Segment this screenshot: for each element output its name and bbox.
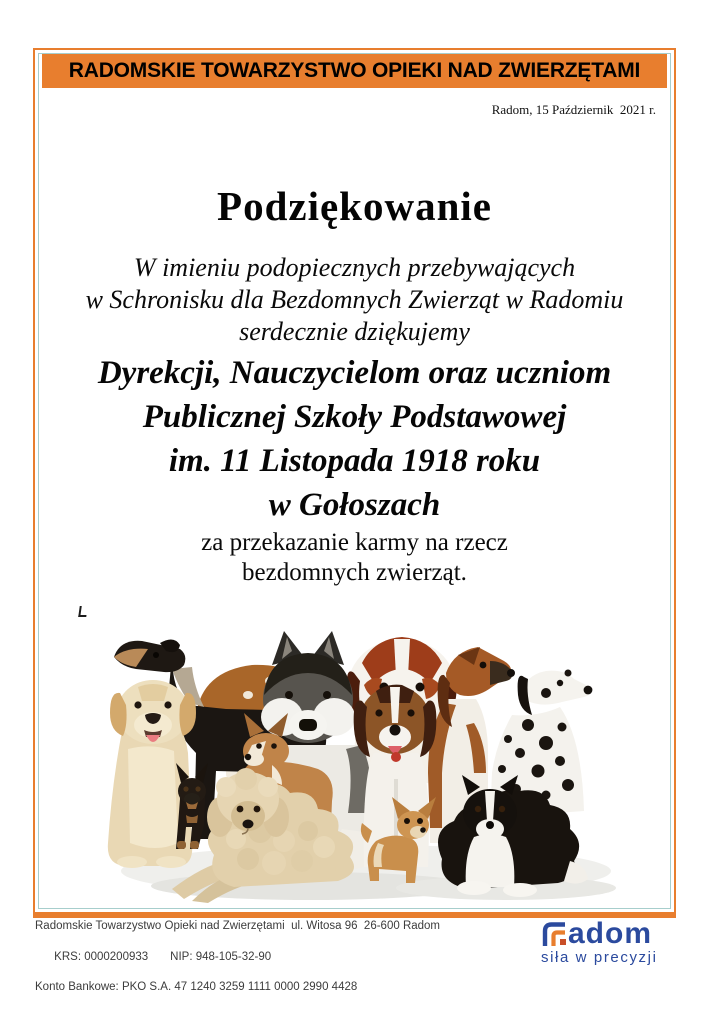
- logo-tagline: siła w precyzji: [541, 949, 658, 966]
- recipient-line-2: Publicznej Szkoły Podstawowej: [142, 399, 567, 435]
- date-line: Radom, 15 Październik 2021 r.: [491, 102, 656, 117]
- recipient-line-1: Dyrekcji, Nauczycielom oraz uczniom: [97, 355, 612, 391]
- footer-krs: KRS: 0000200933: [54, 950, 149, 963]
- logo-wordmark-text: adom: [568, 917, 653, 950]
- dogs-photo-illustration: [76, 603, 646, 909]
- footer-address: Radomskie Towarzystwo Opieki nad Zwierzętami ul. Witosa 96 26-600 Radom: [35, 920, 441, 932]
- intro-line-3: serdecznie dziękujemy: [239, 317, 470, 346]
- closing-line-1: za przekazanie karmy na rzecz: [201, 529, 508, 556]
- document-title: Podziękowanie: [217, 183, 492, 229]
- closing-paragraph: [35, 528, 674, 588]
- intro-line-2: w Schronisku dla Bezdomnych Zwierząt w Radomiu: [85, 285, 624, 314]
- recipient-paragraph: [35, 351, 674, 527]
- recipient-line-3: im. 11 Listopada 1918 roku: [168, 443, 541, 479]
- closing-line-2: bezdomnych zwierząt.: [242, 559, 467, 586]
- recipient-line-4: w Gołoszach: [268, 487, 441, 523]
- intro-line-1: W imieniu podopiecznych przebywających: [133, 253, 576, 282]
- logo-r-mark-icon: [541, 920, 568, 947]
- footer-contact-block: [35, 919, 440, 995]
- logo-wordmark: [541, 917, 681, 950]
- radom-logo: [541, 917, 681, 966]
- org-banner: RADOMSKIE TOWARZYSTWO OPIEKI NAD ZWIERZĘTAMI: [42, 54, 667, 88]
- intro-paragraph: [35, 252, 674, 348]
- footer-registry-line: [35, 934, 440, 980]
- dogs-photo: [76, 603, 646, 909]
- page-frame: [33, 48, 676, 918]
- footer-nip: NIP: 948-105-32-90: [170, 950, 272, 963]
- footer-bank-account: Konto Bankowe: PKO S.A. 47 1240 3259 1111 0000 2990 4428: [35, 981, 358, 994]
